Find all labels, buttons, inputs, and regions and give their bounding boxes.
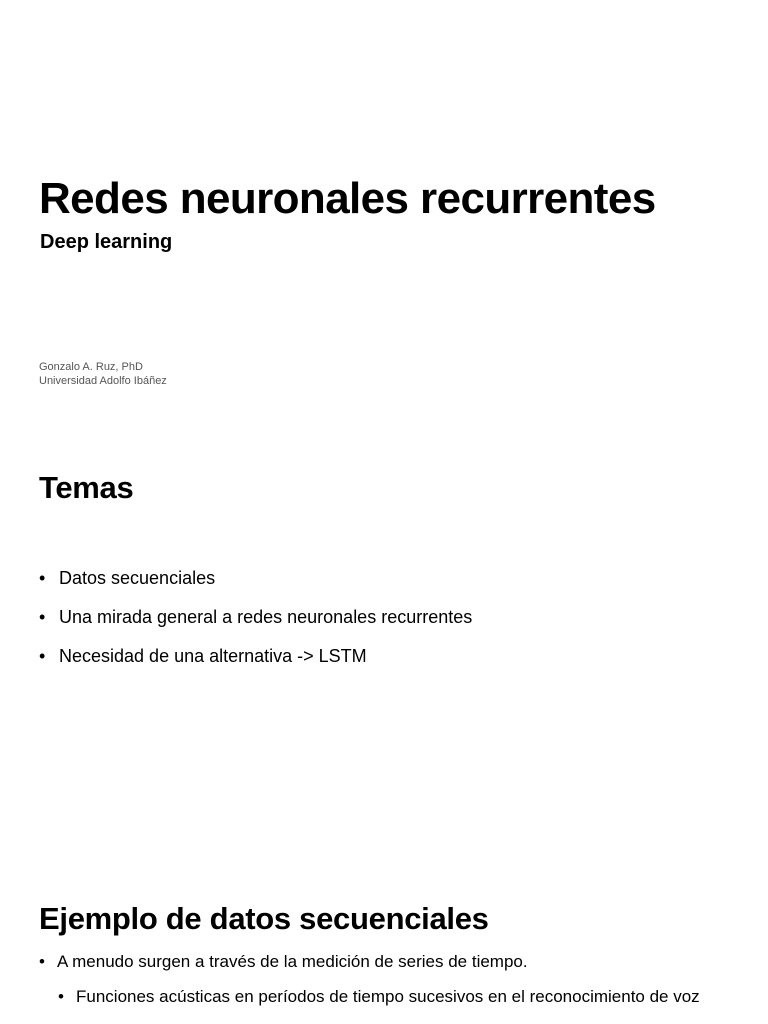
list-item: [39, 645, 472, 667]
list-item-text: Una mirada general a redes neuronales recurrentes: [59, 607, 473, 627]
title-slide: [0, 0, 768, 432]
topics-slide: [0, 432, 768, 864]
author-name: Gonzalo A. Ruz, PhD: [39, 361, 143, 373]
example-heading: Ejemplo de datos secuenciales: [39, 901, 489, 936]
sub-list-item-text: Funciones acústicas en períodos de tiempo sucesivos en el reconocimiento de voz: [76, 987, 700, 1006]
bullet-icon: •: [39, 607, 46, 627]
topics-heading: Temas: [39, 470, 134, 505]
slide-subtitle: Deep learning: [40, 231, 173, 253]
topics-list: [39, 567, 472, 684]
author-block: [39, 360, 167, 388]
example-slide: [0, 864, 768, 1024]
list-item-text: A menudo surgen a través de la medición de series de tiempo.: [57, 952, 528, 971]
list-item: [39, 606, 472, 628]
list-item-text: Necesidad de una alternativa -> LSTM: [59, 646, 367, 666]
slide-title: Redes neuronales recurrentes: [39, 174, 656, 223]
list-item: [39, 951, 528, 973]
author-affiliation: Universidad Adolfo Ibáñez: [39, 375, 167, 387]
bullet-icon: •: [58, 987, 64, 1006]
bullet-icon: •: [39, 568, 46, 588]
bullet-icon: •: [39, 952, 45, 971]
sub-list-item: [58, 987, 736, 1007]
list-item: [39, 567, 472, 589]
bullet-icon: •: [39, 646, 46, 666]
list-item-text: Datos secuenciales: [59, 568, 216, 588]
